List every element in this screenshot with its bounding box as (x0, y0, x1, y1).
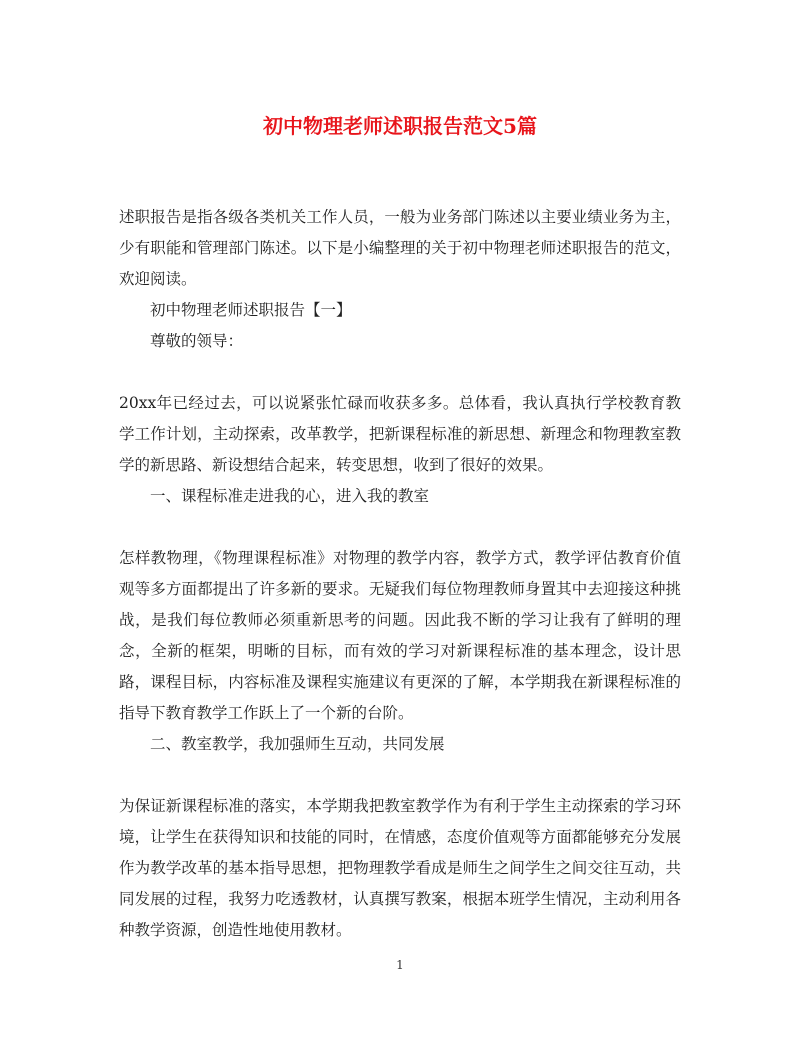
intro-paragraph: 述职报告是指各级各类机关工作人员，一般为业务部门陈述以主要业绩业务为主，少有职能和管理部门陈述。以下是小编整理的关于初中物理老师述职报告的范文，欢迎阅读。 (119, 208, 681, 288)
document-title: 初中物理老师述职报告范文5篇 (263, 114, 537, 138)
paragraph-2: 怎样教物理，《物理课程标准》对物理的教学内容，教学方式，教学评估教育价值观等多方面都提出了许多新的要求。无疑我们每位物理教师身置其中去迎接这种挑战，是我们每位教师必须重新思考的问题。因此我不断的学习让我有了鲜明的理念，全新的框架，明晰的目标，而有效的学习对新课程标准的基本理念，设计思路，课程目标，内容标准及课程实施建议有更深的了解，本学期我在新课程标准的指导下教育教学工作跃上了一个新的台阶。 (119, 549, 681, 722)
point-2-heading: 二、教室教学，我加强师生互动，共同发展 (150, 735, 445, 753)
paragraph-1: 20xx年已经过去，可以说紧张忙碌而收获多多。总体看，我认真执行学校教育教学工作计划，主动探索，改革教学，把新课程标准的新思想、新理念和物理教室教学的新思路、新设想结合起来，转变思想，收到了很好的效果。 (119, 394, 681, 474)
section-heading: 初中物理老师述职报告【一】 (150, 301, 352, 319)
paragraph-3: 为保证新课程标准的落实，本学期我把教室教学作为有利于学生主动探索的学习环境，让学生在获得知识和技能的同时，在情感，态度价值观等方面都能够充分发展作为教学改革的基本指导思想，把物理教学看成是师生之间学生之间交往互动，共同发展的过程，我努力吃透教材，认真撰写教案，根据本班学生情况，主动利用各种教学资源，创造性地使用教材。 (119, 797, 681, 939)
point-1-heading: 一、课程标准走进我的心，进入我的教室 (150, 487, 430, 505)
salutation: 尊敬的领导： (150, 332, 244, 350)
page-number: 1 (396, 958, 404, 972)
